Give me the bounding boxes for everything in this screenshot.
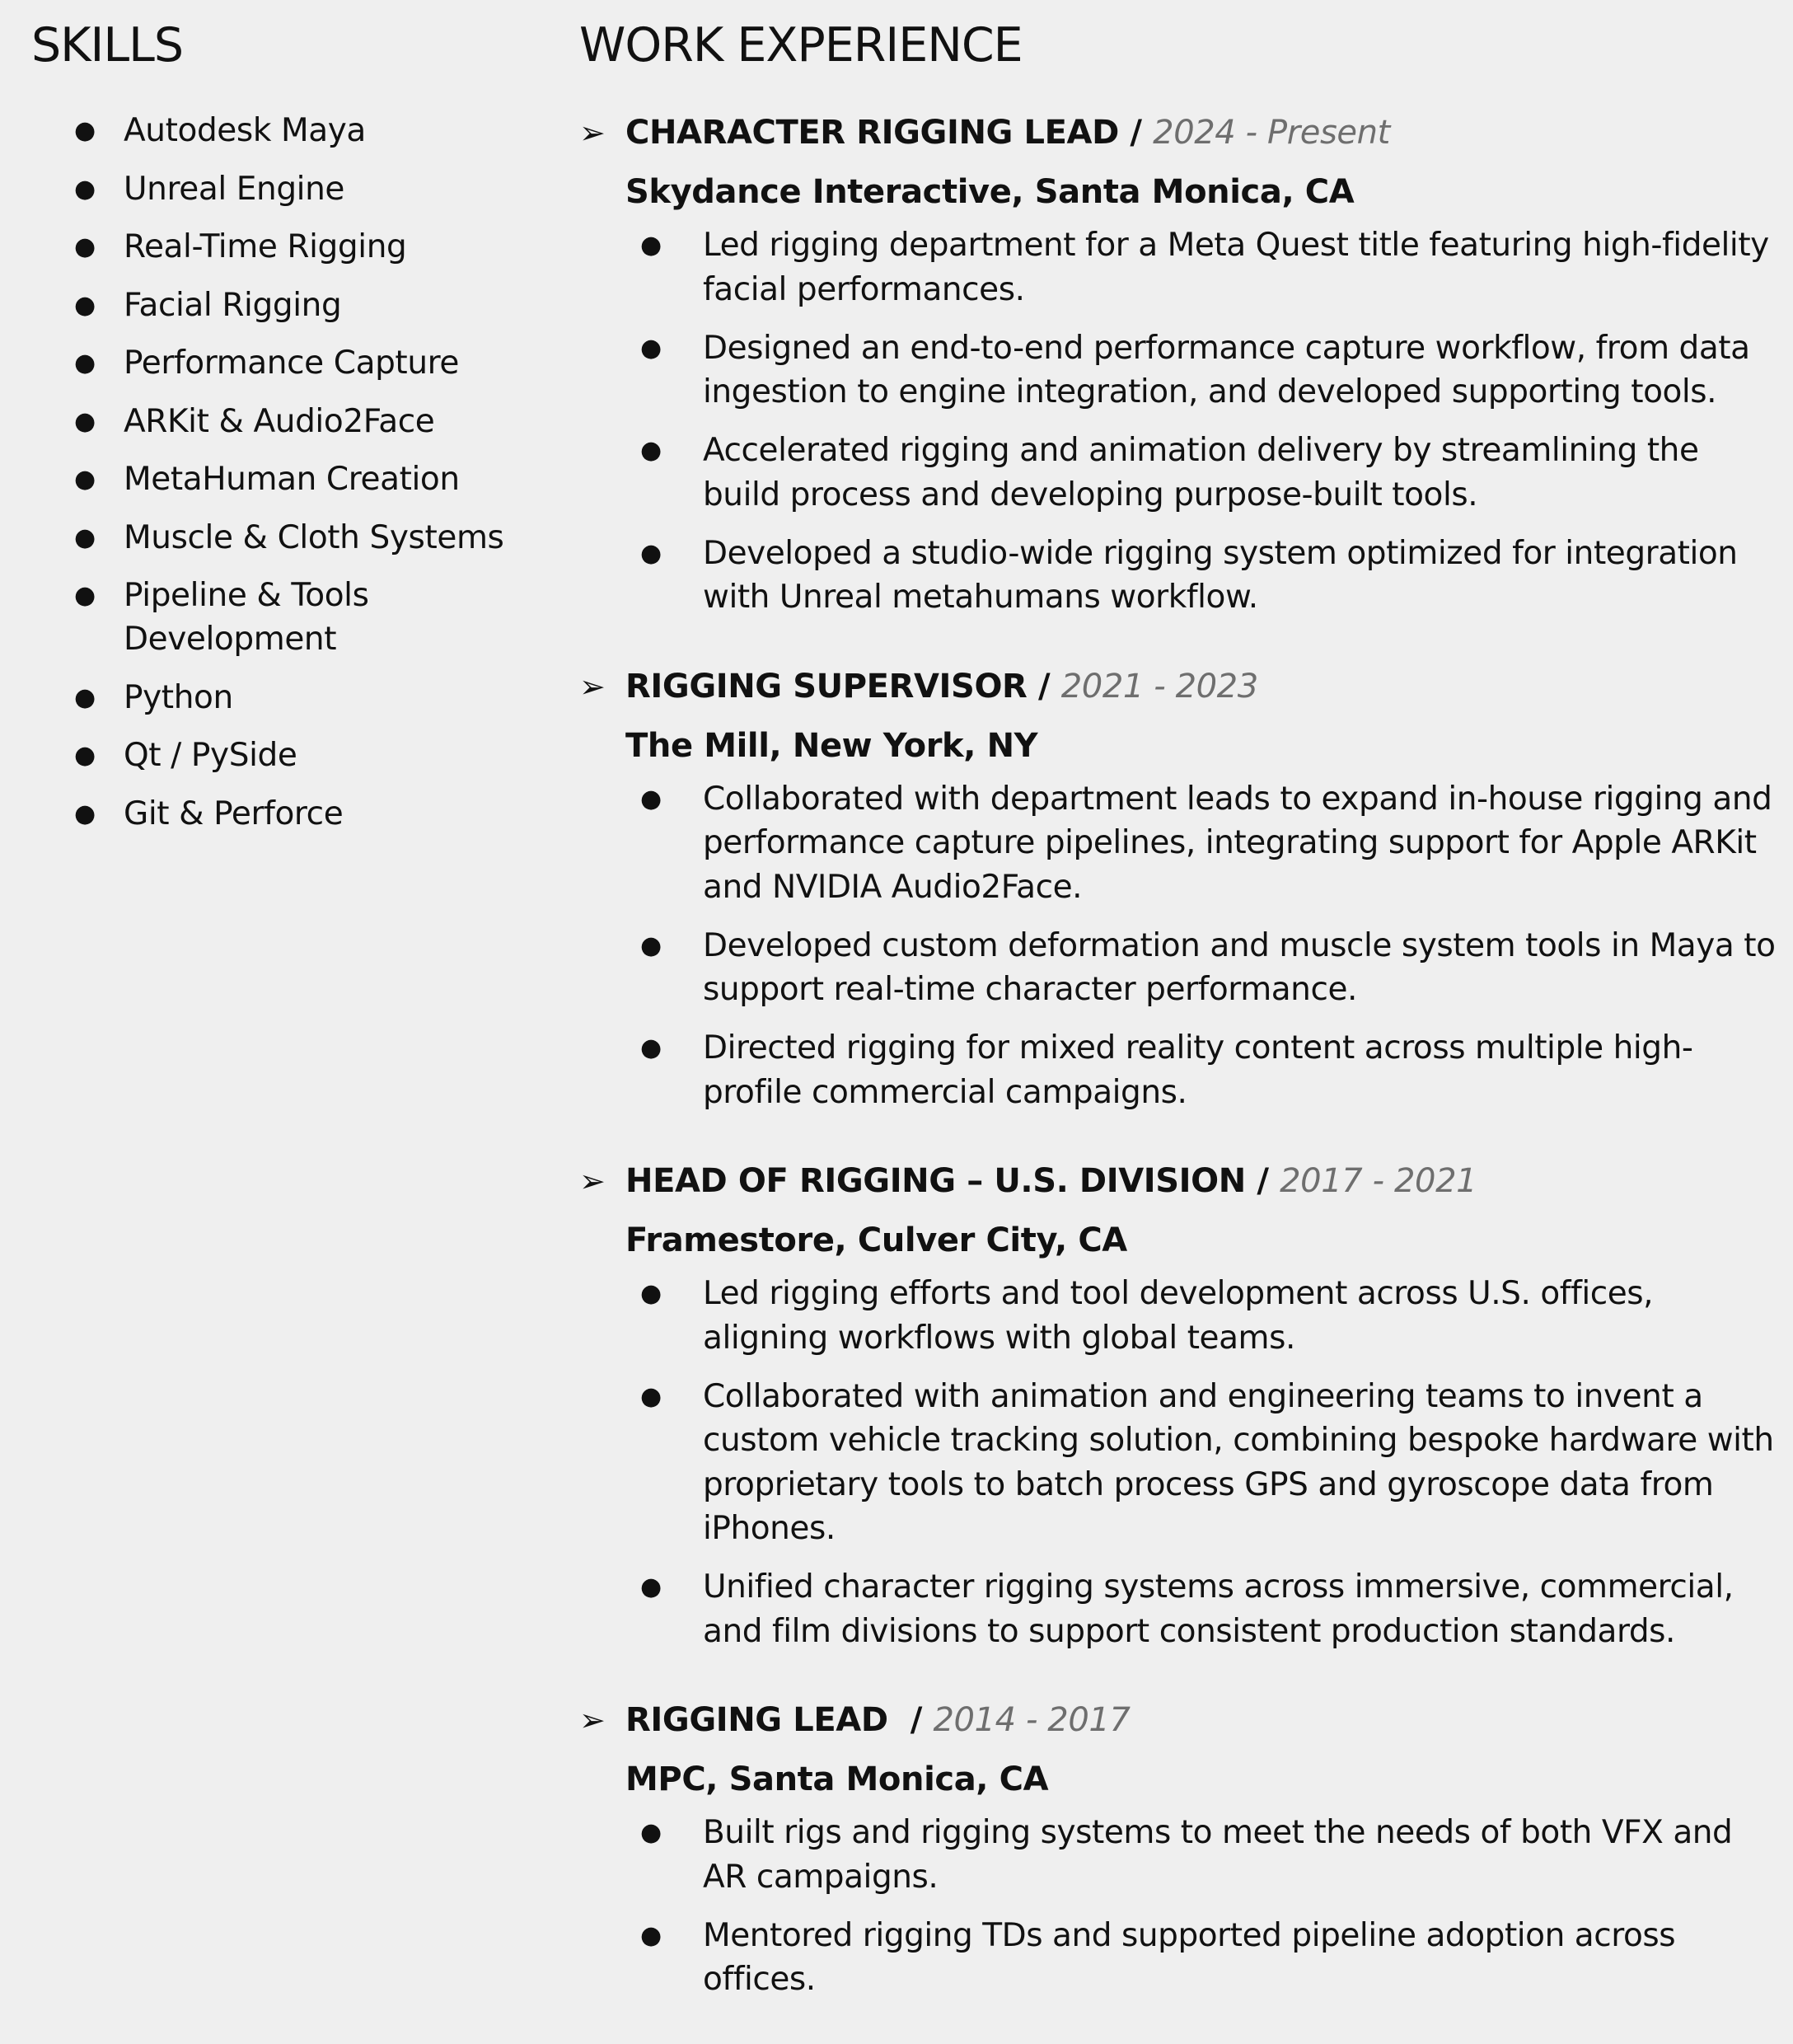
skill-label: ARKit & Audio2Face (124, 402, 435, 440)
job-bullet-text: Designed an end-to-end performance capture workflow, from data ingestion to engine integration, and developed supporting tools. (703, 329, 1750, 410)
separator: / (1027, 667, 1061, 706)
separator: / (1245, 1162, 1280, 1200)
job-bullet (640, 429, 1782, 517)
bullet-icon: ● (640, 1920, 662, 1950)
job-bullet (640, 1565, 1782, 1653)
job-bullet (640, 1026, 1782, 1114)
job-entry (579, 661, 1782, 1115)
job-bullets (579, 223, 1782, 620)
bullet-icon: ● (74, 290, 96, 320)
job-company: MPC, Santa Monica, CA (625, 1760, 1049, 1798)
bullet-icon: ● (74, 682, 96, 712)
skill-item (74, 574, 404, 661)
skill-item (74, 225, 536, 269)
job-header (579, 661, 1782, 713)
job-bullet-text: Developed a studio-wide rigging system optimized for integration with Unreal metahumans workflow. (703, 534, 1738, 616)
job-bullet (640, 1914, 1782, 2002)
skills-heading: SKILLS (31, 18, 184, 73)
bullet-icon: ● (640, 784, 662, 813)
arrow-icon: ➢ (579, 115, 606, 151)
job-role: RIGGING LEAD (625, 1701, 888, 1739)
job-bullets (579, 777, 1782, 1115)
arrow-icon: ➢ (579, 1163, 606, 1199)
job-bullet-text: Developed custom deformation and muscle system tools in Maya to support real-time character performance. (703, 926, 1776, 1008)
skill-item (74, 341, 536, 385)
job-years: 2017 - 2021 (1280, 1162, 1477, 1200)
job-bullets (579, 1811, 1782, 2002)
job-bullet-text: Accelerated rigging and animation delivery by streamlining the build process and developing purpose-built tools. (703, 432, 1699, 513)
bullet-icon: ● (640, 436, 662, 465)
bullet-icon: ● (640, 1381, 662, 1411)
bullet-icon: ● (640, 1034, 662, 1062)
skill-label: Qt / PySide (124, 737, 297, 774)
bullet-icon: ● (640, 333, 662, 363)
skill-label: Python (124, 678, 233, 716)
skill-item (74, 676, 536, 720)
bullet-icon: ● (640, 1573, 662, 1601)
skill-item (74, 516, 536, 560)
bullet-icon: ● (640, 538, 662, 568)
job-bullet (640, 1272, 1782, 1360)
job-years: 2021 - 2023 (1060, 667, 1258, 706)
skills-list (74, 109, 536, 850)
bullet-icon: ● (640, 931, 662, 960)
bullet-icon: ● (74, 116, 96, 145)
arrow-icon: ➢ (579, 668, 606, 705)
skill-label: MetaHuman Creation (124, 461, 460, 498)
job-company: Framestore, Culver City, CA (625, 1221, 1127, 1259)
job-bullet (640, 777, 1782, 910)
job-entry (579, 107, 1782, 620)
job-bullet (640, 1811, 1782, 1899)
job-header (579, 1156, 1782, 1207)
skill-item (74, 400, 536, 443)
job-bullet (640, 924, 1782, 1012)
job-bullet (640, 532, 1782, 620)
job-bullet-text: Directed rigging for mixed reality content across multiple high-profile commercial campaigns. (703, 1029, 1693, 1111)
job-bullet-text: Led rigging department for a Meta Quest title featuring high-fidelity facial performances. (703, 227, 1769, 308)
skill-item (74, 284, 536, 327)
skill-item (74, 792, 536, 836)
bullet-icon: ● (640, 1818, 662, 1847)
skill-label: Unreal Engine (124, 170, 345, 208)
skill-label: Performance Capture (124, 345, 460, 382)
bullet-icon: ● (74, 523, 96, 552)
work-experience-list (579, 107, 1782, 2016)
bullet-icon: ● (74, 581, 96, 610)
skill-label: Facial Rigging (124, 286, 342, 324)
job-role: RIGGING SUPERVISOR (625, 667, 1028, 706)
separator: / (887, 1701, 934, 1739)
job-header (579, 1695, 1782, 1746)
arrow-icon: ➢ (579, 1702, 606, 1738)
bullet-icon: ● (74, 799, 96, 828)
bullet-icon: ● (74, 406, 96, 436)
skill-label: Git & Perforce (124, 795, 344, 832)
skill-label: Real-Time Rigging (124, 228, 407, 265)
skill-item (74, 457, 536, 501)
bullet-icon: ● (74, 741, 96, 770)
job-entry (579, 1156, 1782, 1653)
job-bullet (640, 1375, 1782, 1551)
skill-label: Pipeline & Tools Development (124, 577, 369, 658)
job-company: The Mill, New York, NY (625, 726, 1038, 765)
job-header (579, 107, 1782, 159)
work-experience-heading: WORK EXPERIENCE (579, 18, 1023, 73)
bullet-icon: ● (640, 1279, 662, 1308)
skill-item (74, 734, 536, 777)
bullet-icon: ● (74, 349, 96, 377)
job-bullets (579, 1272, 1782, 1653)
job-years: 2024 - Present (1153, 114, 1390, 152)
separator: / (1118, 114, 1154, 152)
skill-label: Autodesk Maya (124, 112, 366, 149)
skill-item (74, 109, 536, 152)
job-bullet-text: Collaborated with animation and engineering teams to invent a custom vehicle tracking solution, combining bespoke hardware with proprietary tools to batch process GPS and gyroscope data from iPhones. (703, 1377, 1774, 1547)
job-bullet (640, 223, 1782, 312)
job-role: HEAD OF RIGGING – U.S. DIVISION (625, 1162, 1246, 1200)
job-company: Skydance Interactive, Santa Monica, CA (625, 173, 1355, 211)
bullet-icon: ● (74, 232, 96, 261)
job-bullet-text: Collaborated with department leads to expand in-house rigging and performance capture pipelines, integrating support for Apple ARKit and NVIDIA Audio2Face. (703, 780, 1772, 906)
job-bullet-text: Led rigging efforts and tool development across U.S. offices, aligning workflows with global teams. (703, 1275, 1654, 1357)
bullet-icon: ● (74, 465, 96, 494)
job-bullet-text: Unified character rigging systems across immersive, commercial, and film divisions to support consistent production standards. (703, 1568, 1734, 1650)
job-years: 2014 - 2017 (933, 1701, 1131, 1739)
job-entry (579, 1695, 1782, 2002)
skill-item (74, 167, 536, 211)
bullet-icon: ● (74, 174, 96, 204)
job-bullet-text: Built rigs and rigging systems to meet the needs of both VFX and AR campaigns. (703, 1814, 1733, 1896)
skill-label: Muscle & Cloth Systems (124, 518, 504, 556)
job-bullet-text: Mentored rigging TDs and supported pipeline adoption across offices. (703, 1916, 1676, 1998)
bullet-icon: ● (640, 231, 662, 260)
job-role: CHARACTER RIGGING LEAD (625, 114, 1119, 152)
job-bullet (640, 326, 1782, 415)
